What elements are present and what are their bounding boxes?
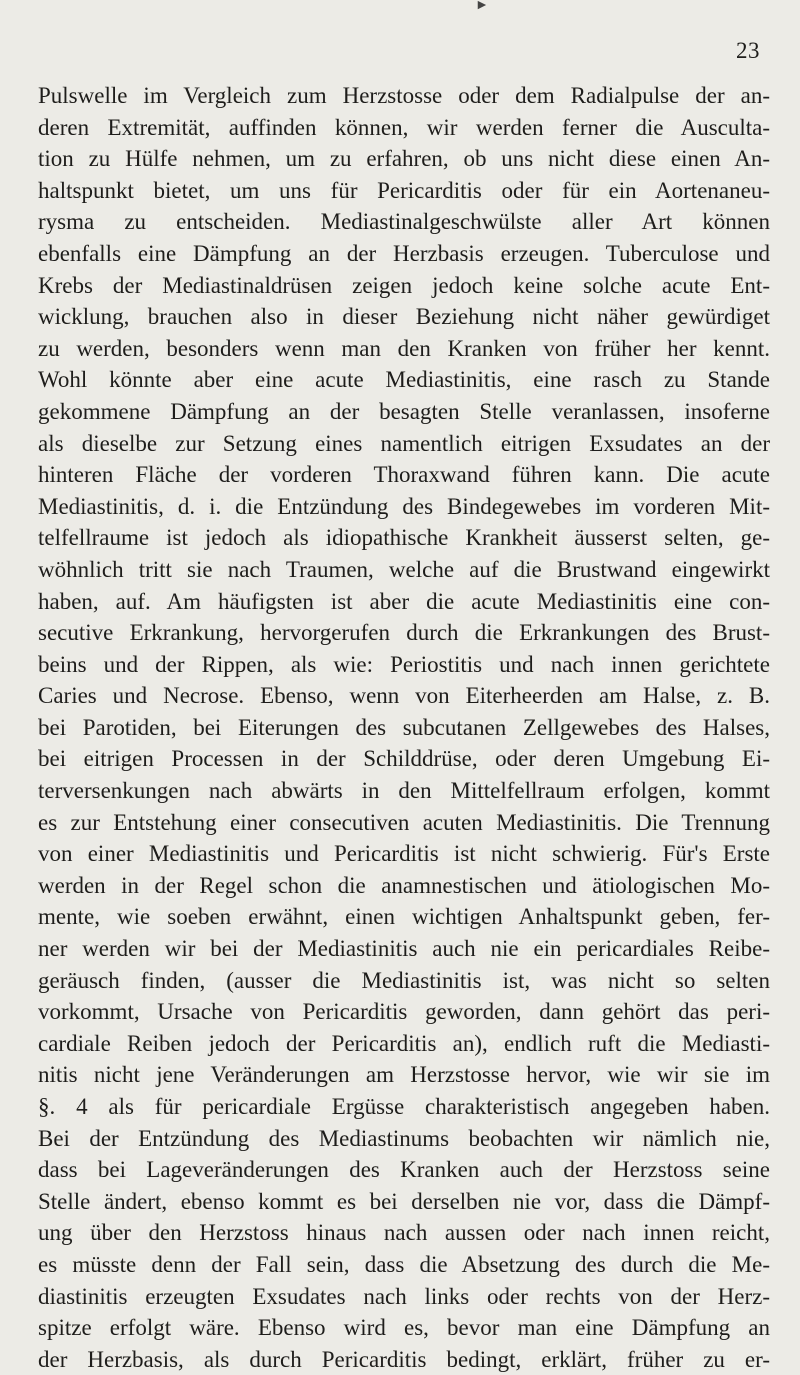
text-line: cardiale Reiben jedoch der Pericarditis an), endlich ruft die Mediasti- <box>38 1030 770 1056</box>
text-line: wicklung, brauchen also in dieser Beziehung nicht näher gewürdiget <box>38 304 770 330</box>
text-line: §. 4 als für pericardiale Ergüsse charakteristisch angegeben haben. <box>38 1094 770 1119</box>
page-number: 23 <box>736 38 760 63</box>
text-line: ebenfalls eine Dämpfung an der Herzbasis erzeugen. Tuberculose und <box>38 240 770 266</box>
text-line: diastinitis erzeugten Exsudates nach links oder rechts von der Herz- <box>38 1283 770 1309</box>
text-line: deren Extremität, auffinden können, wir werden ferner die Ausculta- <box>38 114 770 140</box>
text-line: Caries und Necrose. Ebenso, wenn von Eiterheerden am Halse, z. B. <box>38 683 770 709</box>
text-line: geräusch finden, (ausser die Mediastinitis ist, was nicht so selten <box>38 967 770 993</box>
text-line: rysma zu entscheiden. Mediastinalgeschwülste aller Art können <box>38 209 770 235</box>
text-line: von einer Mediastinitis und Pericarditis ist nicht schwierig. Für's Erste <box>38 841 770 867</box>
text-line: vorkommt, Ursache von Pericarditis geworden, dann gehört das peri- <box>38 999 770 1025</box>
text-line: es müsste denn der Fall sein, dass die Absetzung des durch die Me- <box>38 1251 770 1277</box>
margin-mark: ► <box>475 0 489 13</box>
text-line: Krebs der Mediastinaldrüsen zeigen jedoch keine solche acute Ent- <box>38 272 770 298</box>
text-line: dass bei Lageveränderungen des Kranken auch der Herzstoss seine <box>38 1157 770 1183</box>
text-line: als dieselbe zur Setzung eines namentlich eitrigen Exsudates an der <box>38 430 770 456</box>
text-line: gekommene Dämpfung an der besagten Stelle veranlassen, insoferne <box>38 398 770 424</box>
text-line: Bei der Entzündung des Mediastinums beobachten wir nämlich nie, <box>38 1125 770 1151</box>
text-line: Wohl könnte aber eine acute Mediastinitis, eine rasch zu Stande <box>38 367 770 393</box>
text-line: Pulswelle im Vergleich zum Herzstosse oder dem Radialpulse der an- <box>38 83 770 108</box>
text-line: Mediastinitis, d. i. die Entzündung des Bindegewebes im vorderen Mit- <box>38 493 770 519</box>
text-line: es zur Entstehung einer consecutiven acuten Mediastinitis. Die Trennung <box>38 809 770 835</box>
text-line: telfellraume ist jedoch als idiopathische Krankheit äusserst selten, ge- <box>38 525 770 551</box>
text-line: haltspunkt bietet, um uns für Pericarditis oder für ein Aortenaneu- <box>38 177 770 203</box>
text-line: hinteren Fläche der vorderen Thoraxwand führen kann. Die acute <box>38 462 770 488</box>
body-text <box>38 80 770 1375</box>
text-line: terversenkungen nach abwärts in den Mittelfellraum erfolgen, kommt <box>38 778 770 804</box>
text-line: spitze erfolgt wäre. Ebenso wird es, bevor man eine Dämpfung an <box>38 1315 770 1341</box>
text-line: wöhnlich tritt sie nach Traumen, welche auf die Brustwand eingewirkt <box>38 556 770 582</box>
text-line: ner werden wir bei der Mediastinitis auch nie ein pericardiales Reibe- <box>38 936 770 962</box>
text-line: bei Parotiden, bei Eiterungen des subcutanen Zellgewebes des Halses, <box>38 714 770 740</box>
text-line: beins und der Rippen, als wie: Periostitis und nach innen gerichtete <box>38 651 770 677</box>
text-line: zu werden, besonders wenn man den Kranken von früher her kennt. <box>38 335 770 361</box>
text-line: haben, auf. Am häufigsten ist aber die acute Mediastinitis eine con- <box>38 588 770 614</box>
text-line: tion zu Hülfe nehmen, um zu erfahren, ob uns nicht diese einen An- <box>38 146 770 172</box>
text-line: bei eitrigen Processen in der Schilddrüse, oder deren Umgebung Ei- <box>38 746 770 772</box>
text-line: secutive Erkrankung, hervorgerufen durch die Erkrankungen des Brust- <box>38 620 770 646</box>
text-line: mente, wie soeben erwähnt, einen wichtigen Anhaltspunkt geben, fer- <box>38 904 770 930</box>
text-line: der Herzbasis, als durch Pericarditis bedingt, erklärt, früher zu er- <box>38 1346 770 1372</box>
text-line: Stelle ändert, ebenso kommt es bei derselben nie vor, dass die Dämpf- <box>38 1188 770 1214</box>
text-line: ung über den Herzstoss hinaus nach aussen oder nach innen reicht, <box>38 1220 770 1246</box>
text-line: nitis nicht jene Veränderungen am Herzstosse hervor, wie wir sie im <box>38 1062 770 1088</box>
text-line: werden in der Regel schon die anamnestischen und ätiologischen Mo- <box>38 872 770 898</box>
